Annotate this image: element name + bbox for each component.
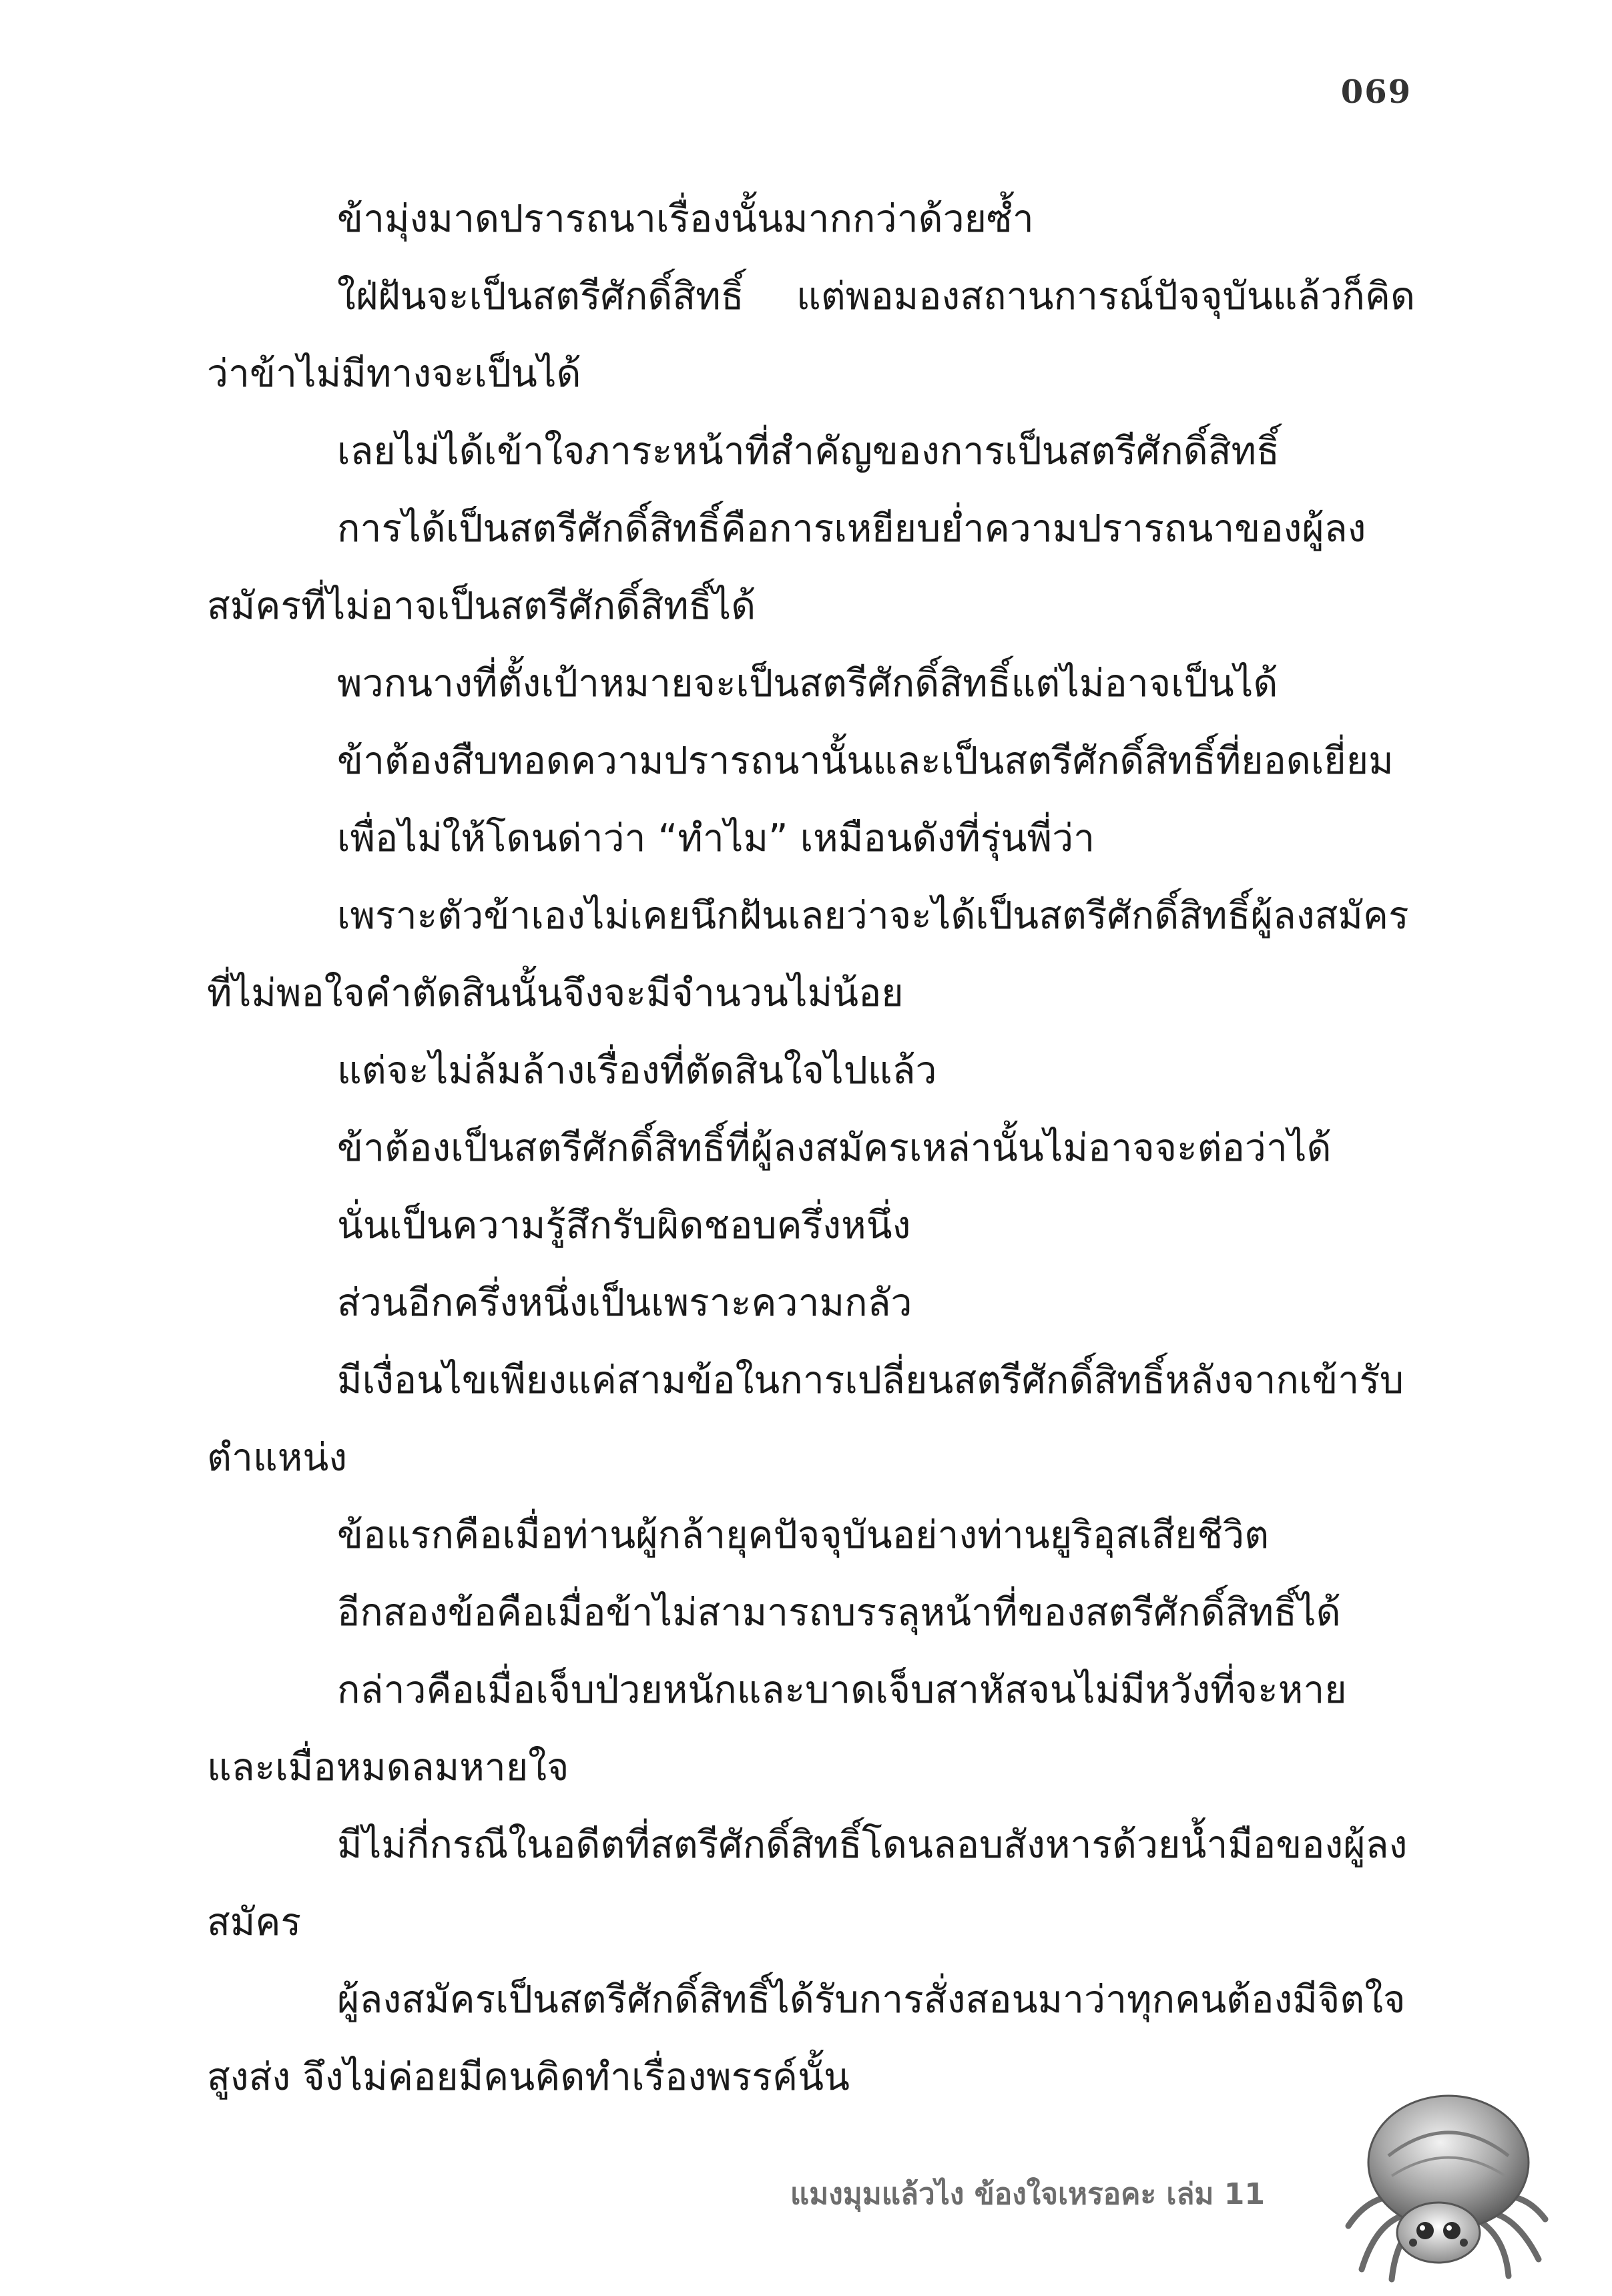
paragraph: เพื่อไม่ให้โดนด่าว่า “ทำไม” เหมือนดังที่รุ่นพี่ว่า	[337, 816, 1095, 860]
paragraph: นั่นเป็นความรู้สึกรับผิดชอบครึ่งหนึ่ง	[337, 1203, 911, 1247]
paragraph: มีไม่กี่กรณีในอดีตที่สตรีศักดิ์สิทธิ์โดนลอบสังหารด้วยน้ำมือของผู้ลงสมัคร	[207, 1823, 1408, 1944]
page-number: 069	[1340, 73, 1412, 111]
running-footer-title: แมงมุมแล้วไง ข้องใจเหรอคะ เล่ม 11	[790, 2177, 1265, 2211]
paragraph: ส่วนอีกครึ่งหนึ่งเป็นเพราะความกลัว	[337, 1281, 912, 1325]
paragraph: ข้ามุ่งมาดปรารถนาเรื่องนั้นมากกว่าด้วยซ้ำ	[337, 197, 1034, 241]
paragraph: ข้อแรกคือเมื่อท่านผู้กล้ายุคปัจจุบันอย่างท่านยูริอุสเสียชีวิต	[337, 1513, 1270, 1557]
paragraph: ข้าต้องเป็นสตรีศักดิ์สิทธิ์ที่ผู้ลงสมัครเหล่านั้นไม่อาจจะต่อว่าได้	[337, 1126, 1332, 1170]
paragraph: การได้เป็นสตรีศักดิ์สิทธิ์คือการเหยียบย่ำความปรารถนาของผู้ลงสมัครที่ไม่อาจเป็นสตรีศักดิ์สิทธิ์ได้	[207, 507, 1366, 628]
paragraph: ใฝ่ฝันจะเป็นสตรีศักดิ์สิทธิ์ แต่พอมองสถานการณ์ปัจจุบันแล้วก็คิดว่าข้าไม่มีทางจะเป็นได้	[207, 274, 1415, 396]
body-text	[207, 180, 1415, 2116]
paragraph: กล่าวคือเมื่อเจ็บป่วยหนักและบาดเจ็บสาหัสจนไม่มีหวังที่จะหาย และเมื่อหมดลมหายใจ	[207, 1668, 1347, 1789]
paragraph: ข้าต้องสืบทอดความปรารถนานั้นและเป็นสตรีศักดิ์สิทธิ์ที่ยอดเยี่ยม	[337, 739, 1394, 783]
paragraph: ผู้ลงสมัครเป็นสตรีศักดิ์สิทธิ์ได้รับการสั่งสอนมาว่าทุกคนต้องมีจิตใจสูงส่ง จึงไม่ค่อยมีคนคิดทำเรื่องพรรค์นั้น	[207, 1978, 1406, 2099]
paragraph: พวกนางที่ตั้งเป้าหมายจะเป็นสตรีศักดิ์สิทธิ์แต่ไม่อาจเป็นได้	[337, 661, 1278, 705]
paragraph: มีเงื่อนไขเพียงแค่สามข้อในการเปลี่ยนสตรีศักดิ์สิทธิ์หลังจากเข้ารับตำแหน่ง	[207, 1358, 1404, 1480]
paragraph: อีกสองข้อคือเมื่อข้าไม่สามารถบรรลุหน้าที่ของสตรีศักดิ์สิทธิ์ได้	[337, 1591, 1341, 1635]
paragraph: แต่จะไม่ล้มล้างเรื่องที่ตัดสินใจไปแล้ว	[337, 1049, 937, 1093]
paragraph: เลยไม่ได้เข้าใจภาระหน้าที่สำคัญของการเป็นสตรีศักดิ์สิทธิ์	[337, 429, 1280, 473]
spider-mascot-icon	[1338, 2082, 1552, 2283]
paragraph: เพราะตัวข้าเองไม่เคยนึกฝันเลยว่าจะได้เป็นสตรีศักดิ์สิทธิ์ผู้ลงสมัครที่ไม่พอใจคำตัดสินนั้นจึงจะมีจำนวนไม่น้อย	[207, 894, 1409, 1015]
